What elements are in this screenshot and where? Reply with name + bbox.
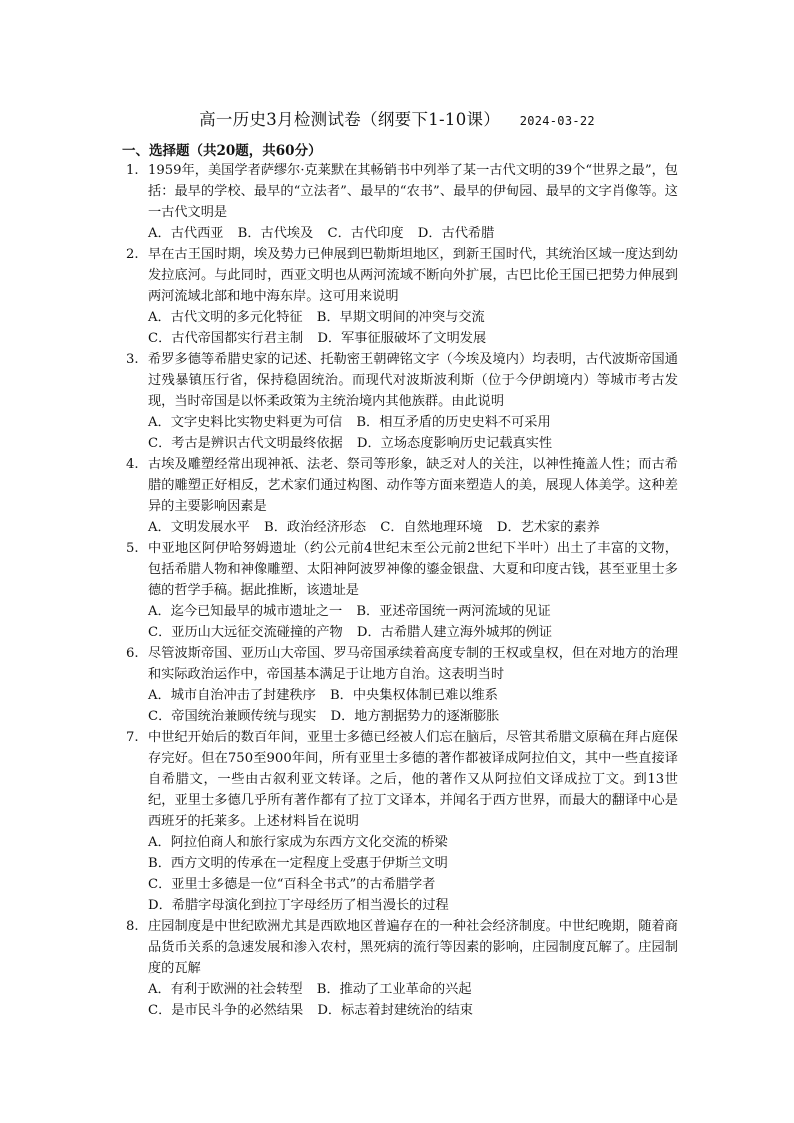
option-a: A．文字史料比实物史料更为可信 (148, 415, 343, 430)
option-b: B．推动了工业革命的兴起 (316, 982, 472, 997)
option-d: D．地方割据势力的逐渐膨胀 (330, 709, 500, 724)
question-number: 5. (126, 541, 139, 556)
question-number: 3. (126, 352, 139, 367)
option-c: C．亚里士多德是一位“百科全书式”的古希腊学者 (148, 877, 436, 892)
options-row (148, 601, 678, 622)
option-c: C．自然地理环境 (380, 520, 483, 535)
options-row (148, 307, 678, 328)
question-number: 4. (126, 457, 139, 472)
option-c: C．亚历山大远征交流碰撞的产物 (148, 625, 343, 640)
question-stem: 庄园制度是中世纪欧洲尤其是西欧地区普遍存在的一种社会经济制度。中世纪晚期，随着商品货币关系的急速发展和渗入农村，黑死病的流行等因素的影响，庄园制度瓦解了。庄园制度的瓦解 (148, 919, 678, 976)
question-stem: 1959年，美国学者萨缪尔·克莱默在其畅销书中列举了某一古代文明的39个“世界之最”，包括：最早的学校、最早的“立法者”、最早的“农书”、最早的伊甸园、最早的文字肖像等。这一古代文明是 (148, 163, 678, 220)
option-b: B．政治经济形态 (264, 520, 367, 535)
options-row (148, 706, 678, 727)
option-a: A．有利于欧洲的社会转型 (148, 982, 303, 997)
question-8 (118, 916, 678, 1021)
option-c: C．考古是辨识古代文明最终依据 (148, 436, 343, 451)
option-a: A．古代文明的多元化特征 (148, 310, 303, 325)
option-a: A．阿拉伯商人和旅行家成为东西方文化交流的桥梁 (148, 835, 448, 850)
option-c: C．是市民斗争的必然结果 (148, 1003, 304, 1018)
option-b: B．古代埃及 (237, 226, 314, 241)
option-b: B．中央集权体制已难以维系 (329, 688, 498, 703)
exam-header (0, 106, 794, 130)
option-c: C．古代帝国都实行君主制 (148, 331, 304, 346)
question-6 (118, 643, 678, 727)
question-number: 6. (126, 646, 139, 661)
option-a: A．古代西亚 (148, 226, 224, 241)
option-d: D．标志着封建统治的结束 (317, 1003, 473, 1018)
question-stem: 中亚地区阿伊哈努姆遗址（约公元前4世纪末至公元前2世纪下半叶）出土了丰富的文物，包括希腊人物和神像雕塑、太阳神阿波罗神像的鎏金银盘、大夏和印度古钱，甚至亚里士多德的哲学手稿。据此推断，该遗址是 (148, 541, 678, 598)
option-d: D．立场态度影响历史记载真实性 (356, 436, 553, 451)
question-1 (118, 160, 678, 244)
options-row (148, 433, 678, 454)
section-heading: 一、选择题（共20题，共60分） (122, 143, 322, 159)
option-d: D．军事征服破坏了文明发展 (317, 331, 487, 346)
question-3 (118, 349, 678, 454)
option-b: B．早期文明间的冲突与交流 (316, 310, 485, 325)
options-row (148, 223, 678, 244)
options-row (148, 412, 678, 433)
question-number: 8. (126, 919, 139, 934)
option-d: D．艺术家的素养 (496, 520, 600, 535)
option-c: C．古代印度 (327, 226, 404, 241)
question-number: 2. (126, 247, 139, 262)
question-list (118, 160, 678, 1021)
option-a: A．迄今已知最早的城市遗址之一 (148, 604, 343, 619)
option-a: A．文明发展水平 (148, 520, 250, 535)
question-5 (118, 538, 678, 643)
question-2 (118, 244, 678, 349)
question-4 (118, 454, 678, 538)
exam-date: 2024-03-22 (519, 114, 595, 128)
option-d: D．希腊字母演化到拉丁字母经历了相当漫长的过程 (148, 898, 449, 913)
option-b: B．相互矛盾的历史史料不可采用 (356, 415, 551, 430)
option-b: B．亚述帝国统一两河流域的见证 (356, 604, 551, 619)
options-row (148, 517, 678, 538)
option-b: B．西方文明的传承在一定程度上受惠于伊斯兰文明 (148, 856, 448, 871)
question-number: 7. (126, 730, 139, 745)
question-stem: 尽管波斯帝国、亚历山大帝国、罗马帝国承续着高度专制的王权或皇权，但在对地方的治理和实际政治运作中，帝国基本满足于让地方自治。这表明当时 (148, 646, 678, 682)
question-stem: 中世纪开始后的数百年间，亚里士多德已经被人们忘在脑后，尽管其希腊文原稿在拜占庭保存完好。但在750至900年间，所有亚里士多德的著作都被译成阿拉伯文，其中一些直接译自希腊文，一些由古叙利亚文转译。之后，他的著作又从阿拉伯文译成拉丁文。到13世纪，亚里士多德几乎所有著作都有了拉丁文译本，并闻名于西方世界，而最大的翻译中心是西班牙的托莱多。上述材料旨在说明 (148, 730, 678, 829)
question-stem: 早在古王国时期，埃及势力已伸展到巴勒斯坦地区，到新王国时代，其统治区域一度达到幼发拉底河。与此同时，西亚文明也从两河流域不断向外扩展，古巴比伦王国已把势力伸展到两河流域北部和地中海东岸。这可用来说明 (148, 247, 678, 304)
option-a: A．城市自治冲击了封建秩序 (148, 688, 316, 703)
option-c: C．帝国统治兼顾传统与现实 (148, 709, 317, 724)
exam-title: 高一历史3月检测试卷（纲要下1-10课） (199, 110, 501, 129)
options-row (148, 622, 678, 643)
option-d: D．古代希腊 (417, 226, 495, 241)
question-number: 1. (126, 163, 139, 178)
options-row (148, 1000, 678, 1021)
question-stem: 古埃及雕塑经常出现神祇、法老、祭司等形象，缺乏对人的关注，以神性掩盖人性；而古希腊的雕塑正好相反，艺术家们通过构图、动作等方面来塑造人的美，展现人体美学。这种差异的主要影响因素是 (148, 457, 678, 514)
option-d: D．古希腊人建立海外城邦的例证 (356, 625, 553, 640)
question-7 (118, 727, 678, 916)
options-row (148, 328, 678, 349)
question-stem: 希罗多德等希腊史家的记述、托勒密王朝碑铭文字（今埃及境内）均表明，古代波斯帝国通过残暴镇压行省，保持稳固统治。而现代对波斯波利斯（位于今伊朗境内）等城市考古发现，当时帝国是以怀柔政策为主统治境内其他族群。由此说明 (148, 352, 678, 409)
options-row (148, 979, 678, 1000)
options-row (148, 685, 678, 706)
